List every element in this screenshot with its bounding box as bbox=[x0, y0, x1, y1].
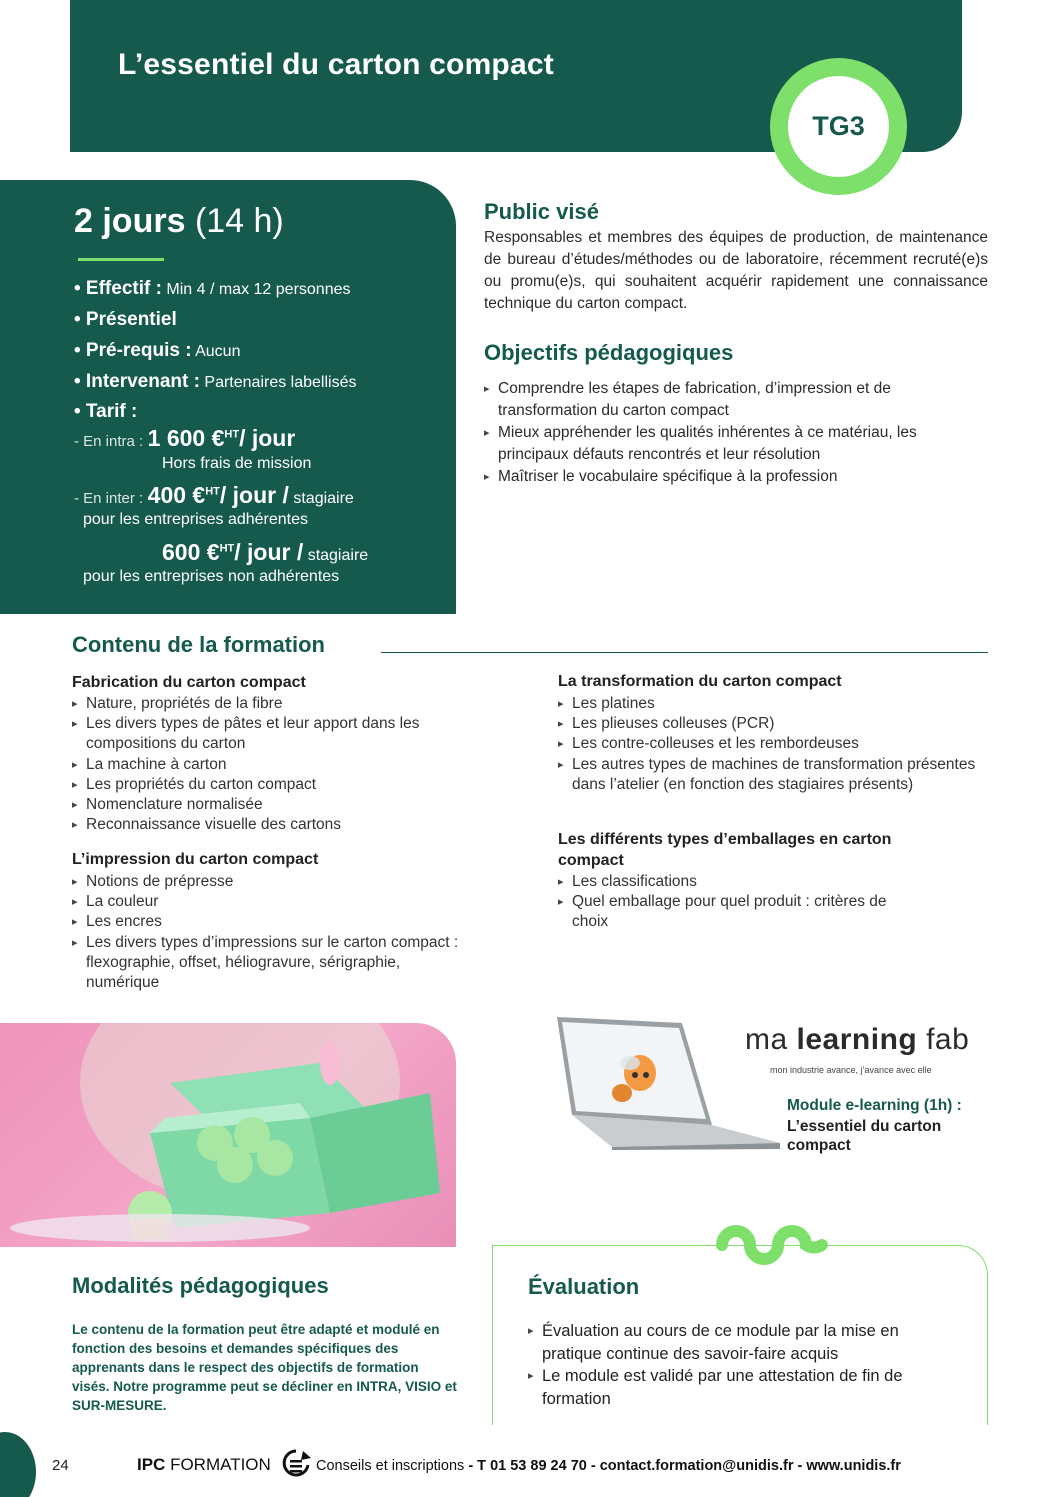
duration bbox=[74, 202, 284, 241]
inter-label: - En inter : bbox=[74, 490, 144, 507]
page-title: L’essentiel du carton compact bbox=[118, 48, 554, 81]
intra-note: Hors frais de mission bbox=[162, 455, 312, 472]
footer-brand: IPC FORMATION bbox=[137, 1455, 271, 1474]
emballages-title-1: Les différents types d’emballages en carton bbox=[558, 831, 892, 848]
public-text: Responsables et membres des équipes de production, de maintenance de bureau d’études/méthodes ou de laboratoire, récemment recruté(e)s ou promu(e)s, qui souhaitent acquérir rapidement une connaissance technique du carton compact. bbox=[484, 229, 988, 312]
fabrication-list bbox=[72, 694, 502, 835]
list-item: ▸ Notions de prépresse bbox=[72, 872, 472, 892]
fabrication-title: Fabrication du carton compact bbox=[72, 674, 306, 691]
modalites-text: Le contenu de la formation peut être adapté et modulé en fonction des besoins et demandes spécifiques des apprenants dans le respect des objectifs de formation visés. Notre programme peut se décliner en INTRA, VISIO et SUR-MESURE. bbox=[72, 1322, 457, 1413]
prerequis bbox=[74, 340, 240, 362]
presentiel bbox=[74, 309, 177, 331]
inter-per: stagiaire bbox=[293, 490, 354, 507]
objectifs-title: Objectifs pédagogiques bbox=[484, 340, 734, 365]
cupcake-box-photo bbox=[0, 1023, 456, 1247]
impression-title: L’impression du carton compact bbox=[72, 851, 319, 868]
list-item: ▸ Quel emballage pour quel produit : critères de choix bbox=[558, 892, 888, 932]
prerequis-value: Aucun bbox=[195, 343, 241, 360]
contenu-title: Contenu de la formation bbox=[72, 632, 325, 657]
intra-price: 1 600 €$^{HT}$/ jour bbox=[147, 425, 296, 451]
intervenant-label: • Intervenant : bbox=[74, 371, 200, 392]
effectif-label: • Effectif : bbox=[74, 278, 162, 299]
ma-learning-fab-logo: ma learning fab bbox=[745, 1023, 970, 1056]
list-item: ▸ Les contre-colleuses et les rembordeuses bbox=[558, 734, 990, 754]
footer-dot-decoration bbox=[0, 1432, 36, 1497]
intervenant bbox=[74, 371, 356, 393]
modalites-title: Modalités pédagogiques bbox=[72, 1273, 329, 1298]
tarif bbox=[74, 401, 137, 423]
presentiel-label: • Présentiel bbox=[74, 309, 177, 330]
duration-underline bbox=[78, 258, 164, 261]
price-inter bbox=[74, 482, 354, 509]
intra-label: - En intra : bbox=[74, 433, 144, 450]
emballages-list bbox=[558, 872, 888, 933]
nonadh-per: stagiaire bbox=[307, 547, 369, 564]
contenu-rule bbox=[381, 652, 988, 653]
public-title: Public visé bbox=[484, 199, 599, 224]
list-item: ▸ Les autres types de machines de transformation présentes dans l’atelier (en fonction des stagiaires présents) bbox=[558, 755, 990, 795]
list-item: ▸ Le module est validé par une attestation de fin de formation bbox=[528, 1365, 928, 1410]
list-item: ▸ La machine à carton bbox=[72, 755, 502, 775]
list-item: ▸ La couleur bbox=[72, 892, 472, 912]
emballages-title-2: compact bbox=[558, 852, 624, 869]
list-item: ▸ Les divers types d’impressions sur le carton compact : flexographie, offset, héliogravure, sérigraphie, numérique bbox=[72, 933, 472, 994]
recycle-icon bbox=[281, 1448, 311, 1482]
photo-illustration bbox=[0, 1023, 456, 1247]
module-label: Module e-learning (1h) : bbox=[787, 1097, 962, 1114]
list-item: ▸ Mieux appréhender les qualités inhérentes à ce matériau, les principaux défauts rencontrés et leur résolution bbox=[484, 422, 974, 466]
inter-note: pour les entreprises adhérentes bbox=[83, 511, 309, 528]
duration-days: 2 jours bbox=[74, 202, 186, 240]
tarif-label: • Tarif : bbox=[74, 401, 138, 422]
objectifs-list bbox=[484, 378, 974, 488]
evaluation-wave-decoration bbox=[716, 1224, 828, 1266]
evaluation-list bbox=[528, 1320, 928, 1410]
prerequis-label: • Pré-requis : bbox=[74, 340, 192, 361]
duration-hours: (14 h) bbox=[194, 202, 284, 240]
list-item: ▸ Reconnaissance visuelle des cartons bbox=[72, 815, 502, 835]
course-code: TG3 bbox=[788, 76, 889, 177]
list-item: ▸ Les encres bbox=[72, 912, 472, 932]
intervenant-value: Partenaires labellisés bbox=[204, 374, 357, 391]
list-item: ▸ Comprendre les étapes de fabrication, d’impression et de transformation du carton compact bbox=[484, 378, 974, 422]
info-panel bbox=[0, 180, 456, 614]
footer-contact: Conseils et inscriptions - T 01 53 89 24 70 - contact.formation@unidis.fr - www.unidis.fr bbox=[316, 1458, 901, 1474]
module-title: L’essentiel du carton compact bbox=[787, 1118, 942, 1154]
list-item: ▸ Les classifications bbox=[558, 872, 888, 892]
course-code-badge bbox=[770, 58, 907, 195]
price-non-adherent bbox=[162, 539, 368, 566]
page-number: 24 bbox=[52, 1457, 69, 1474]
list-item: ▸ Les platines bbox=[558, 694, 990, 714]
transformation-title: La transformation du carton compact bbox=[558, 673, 842, 690]
inter-price: 400 €$^{HT}$/ jour / bbox=[147, 482, 289, 508]
effectif-value: Min 4 / max 12 personnes bbox=[166, 281, 351, 298]
logo-tagline: mon industrie avance, j’avance avec elle bbox=[770, 1065, 932, 1075]
list-item: ▸ Nature, propriétés de la fibre bbox=[72, 694, 502, 714]
nonadh-note: pour les entreprises non adhérentes bbox=[83, 568, 340, 585]
list-item: ▸ Évaluation au cours de ce module par la mise en pratique continue des savoir-faire acquis bbox=[528, 1320, 928, 1365]
price-intra bbox=[74, 425, 295, 452]
transformation-list bbox=[558, 694, 990, 795]
list-item: ▸ Les propriétés du carton compact bbox=[72, 775, 502, 795]
nonadh-price: 600 €$^{HT}$/ jour / bbox=[162, 539, 304, 565]
evaluation-title: Évaluation bbox=[528, 1274, 640, 1299]
list-item: ▸ Les divers types de pâtes et leur apport dans les compositions du carton bbox=[72, 714, 502, 754]
list-item: ▸ Nomenclature normalisée bbox=[72, 795, 502, 815]
impression-list bbox=[72, 872, 472, 993]
list-item: ▸ Maîtriser le vocabulaire spécifique à la profession bbox=[484, 466, 974, 488]
effectif bbox=[74, 278, 350, 300]
list-item: ▸ Les plieuses colleuses (PCR) bbox=[558, 714, 990, 734]
